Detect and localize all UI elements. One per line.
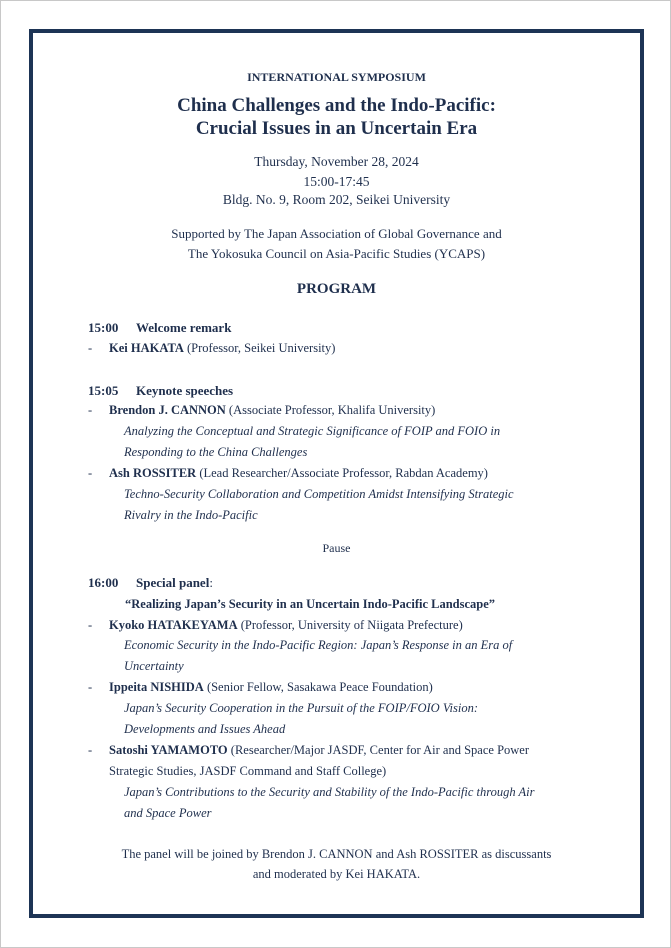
section-welcome: [88, 320, 231, 336]
talk-title: Responding to the China Challenges: [124, 445, 308, 459]
speaker-role-continued: Strategic Studies, JASDF Command and Staff College): [109, 764, 387, 778]
talk-title: Uncertainty: [124, 659, 184, 673]
support-line-2: The Yokosuka Council on Asia-Pacific Studies (YCAPS): [187, 246, 486, 261]
event-time: 15:00-17:45: [303, 174, 370, 189]
pause-label: Pause: [322, 541, 351, 555]
bullet-dash: -: [88, 743, 93, 757]
talk-title: Techno-Security Collaboration and Competition Amidst Intensifying Strategic: [124, 487, 514, 501]
section-colon: :: [209, 575, 213, 590]
talk-title: Developments and Issues Ahead: [124, 722, 286, 736]
support-line-1: Supported by The Japan Association of Global Governance and: [171, 226, 502, 241]
talk-title: Japan’s Security Cooperation in the Pursuit of the FOIP/FOIO Vision:: [124, 701, 479, 715]
speaker-name: Brendon J. CANNON: [109, 403, 226, 417]
talk-title: and Space Power: [124, 806, 212, 820]
title-line-1: China Challenges and the Indo-Pacific:: [177, 95, 496, 116]
title-line-2: Crucial Issues in an Uncertain Era: [195, 118, 478, 139]
program-frame: [29, 29, 644, 918]
speaker-role: (Researcher/Major JASDF, Center for Air and Space Power: [227, 743, 530, 757]
speaker-name: Ippeita NISHIDA: [109, 680, 204, 694]
bullet-dash: -: [88, 466, 93, 480]
speaker-name: Satoshi YAMAMOTO: [109, 743, 228, 757]
speaker-role: (Professor, Seikei University): [183, 341, 336, 355]
speaker-name: Kei HAKATA: [109, 341, 184, 355]
speaker-row: [88, 466, 488, 481]
section-keynote: [88, 383, 233, 399]
speaker-name: Kyoko HATAKEYAMA: [109, 618, 238, 632]
speaker-row: [88, 680, 433, 695]
section-time: 15:05: [88, 383, 119, 398]
section-panel: [88, 575, 213, 591]
talk-title: Rivalry in the Indo-Pacific: [124, 508, 258, 522]
bullet-dash: -: [88, 618, 93, 632]
speaker-row: [88, 403, 435, 418]
program-heading: PROGRAM: [296, 281, 377, 297]
speaker-role: (Senior Fellow, Sasakawa Peace Foundation): [203, 680, 433, 694]
talk-title: Economic Security in the Indo-Pacific Region: Japan’s Response in an Era of: [124, 638, 513, 652]
bullet-dash: -: [88, 403, 93, 417]
event-venue: Bldg. No. 9, Room 202, Seikei University: [222, 192, 451, 207]
speaker-row: [88, 341, 335, 356]
bullet-dash: -: [88, 341, 93, 355]
speaker-name: Ash ROSSITER: [109, 466, 197, 480]
panel-theme: “Realizing Japan’s Security in an Uncertain Indo-Pacific Landscape”: [125, 597, 496, 611]
section-label: Keynote speeches: [136, 383, 234, 398]
speaker-row: [88, 618, 463, 633]
event-date: Thursday, November 28, 2024: [254, 154, 419, 169]
talk-title: Japan’s Contributions to the Security and Stability of the Indo-Pacific through Air: [124, 785, 535, 799]
speaker-role: (Lead Researcher/Associate Professor, Rabdan Academy): [196, 466, 488, 480]
section-label: Special panel: [136, 575, 210, 590]
symposium-label: INTERNATIONAL SYMPOSIUM: [247, 70, 426, 84]
closing-note-line-2: and moderated by Kei HAKATA.: [252, 867, 421, 881]
closing-note-line-1: The panel will be joined by Brendon J. CANNON and Ash ROSSITER as discussants: [121, 847, 552, 861]
section-time: 15:00: [88, 320, 119, 335]
speaker-role: (Associate Professor, Khalifa University): [225, 403, 436, 417]
speaker-role: (Professor, University of Niigata Prefecture): [237, 618, 463, 632]
section-label: Welcome remark: [136, 320, 232, 335]
bullet-dash: -: [88, 680, 93, 694]
section-time: 16:00: [88, 575, 119, 590]
talk-title: Analyzing the Conceptual and Strategic Significance of FOIP and FOIO in: [124, 424, 501, 438]
speaker-row: [88, 743, 529, 758]
